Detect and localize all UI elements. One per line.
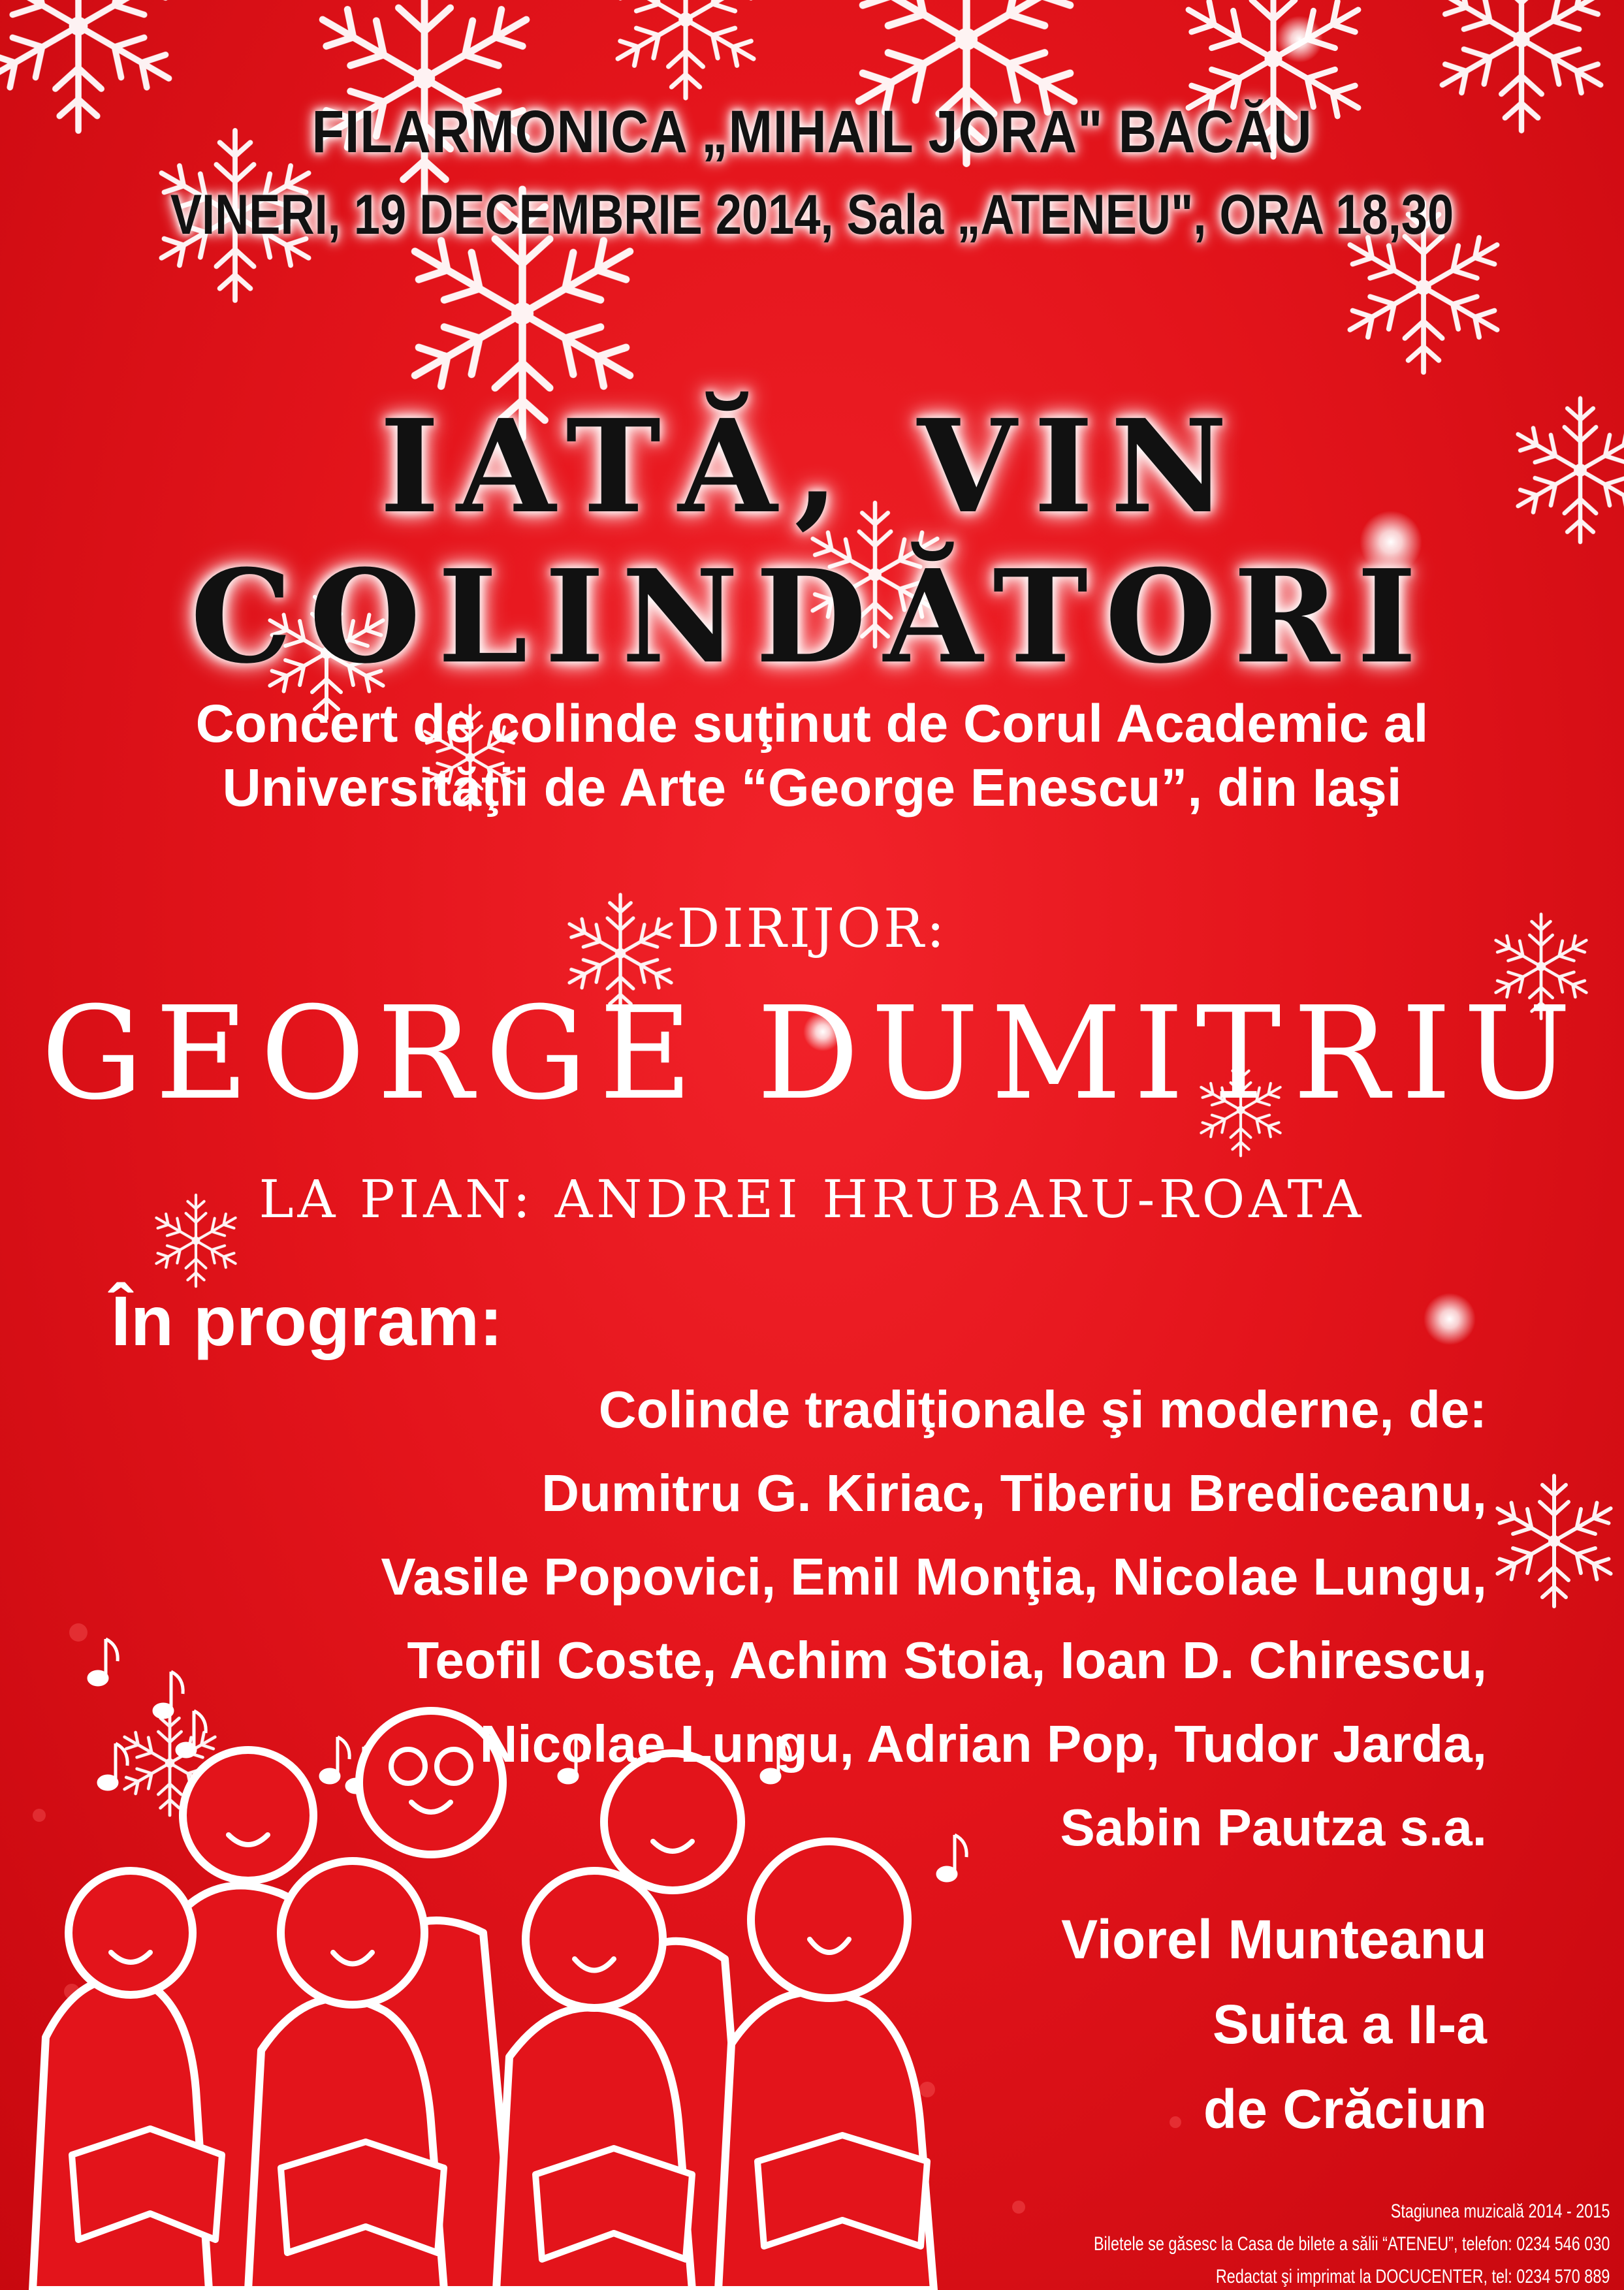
snowflake-icon [609,0,762,98]
program-line: Vasile Popovici, Emil Monţia, Nicolae Lungu, [381,1548,1487,1606]
pianist-line: LA PIAN: ANDREI HRUBARU-ROATA [259,1169,1365,1230]
concert-description [0,692,1624,820]
footer-season: Stagiunea muzicală 2014 - 2015 [1390,2201,1610,2222]
description-line: Concert de colinde suţinut de Corul Academic al [195,694,1429,754]
program-line: Teofil Coste, Achim Stoia, Ioan D. Chirescu, [407,1631,1487,1689]
program-line: Dumitru G. Kiriac, Tiberiu Brediceanu, [541,1464,1487,1522]
description-line: Universităţii de Arte “George Enescu”, din Iaşi [222,758,1402,818]
conductor-label: DIRIJOR: [677,898,947,960]
program-heading: În program: [111,1281,503,1360]
suite-line: Viorel Munteanu [1061,1909,1487,1970]
event-date-venue: VINERI, 19 DECEMBRIE 2014, Sala „ATENEU", ORA 18,30 [170,183,1454,246]
program-line: Colinde tradiţionale şi moderne, de: [598,1380,1487,1439]
snowflake-icon [1490,1476,1617,1606]
program-line: Nicolae Lungu, Adrian Pop, Tudor Jarda, [479,1715,1487,1773]
footer-tickets: Biletele se găsesc la Casa de bilete a sălii “ATENEU”, telefon: 0234 546 030 [1093,2233,1610,2255]
poster-title: IATĂ, VIN COLINDĂTORI [190,392,1434,692]
suite-line: Suita a II-a [1212,1994,1487,2055]
suite-block [1061,1897,1487,2152]
suite-line: de Crăciun [1203,2078,1487,2140]
organizer-heading: FILARMONICA „MIHAIL JORA" BACĂU [311,99,1313,165]
footer-info [1094,2195,1610,2290]
program-list [116,1368,1487,1869]
conductor-name: GEORGE DUMITRIU [40,979,1584,1128]
program-line: Sabin Pautza s.a. [1060,1798,1487,1856]
footer-printed: Redactat şi imprimat la DOCUCENTER, tel: 0234 570 889 [1215,2266,1610,2287]
